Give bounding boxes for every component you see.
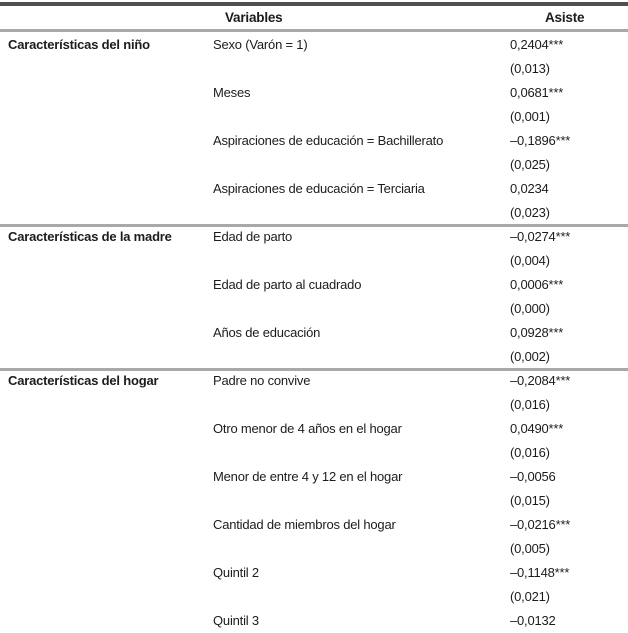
coefficient-value: 0,0490*** xyxy=(510,420,564,436)
table-row xyxy=(0,32,628,56)
table-row xyxy=(0,440,628,464)
standard-error: (0,004) xyxy=(510,252,550,268)
group-label: Características de la madre xyxy=(8,228,172,244)
table-row xyxy=(0,512,628,536)
standard-error: (0,025) xyxy=(510,156,550,172)
column-header-asiste: Asiste xyxy=(545,10,585,25)
coefficient-value: 0,0681*** xyxy=(510,84,564,100)
coefficient-value: 0,2404*** xyxy=(510,36,564,52)
coefficient-value: –0,2084*** xyxy=(510,372,571,388)
standard-error: (0,005) xyxy=(510,540,550,556)
table-row xyxy=(0,56,628,80)
table-row xyxy=(0,128,628,152)
coefficient-value: –0,0216*** xyxy=(510,516,571,532)
table-row xyxy=(0,488,628,512)
variable-name: Quintil 3 xyxy=(213,612,259,628)
variable-name: Sexo (Varón = 1) xyxy=(213,36,308,52)
table-header-row xyxy=(0,6,628,29)
variable-name: Quintil 2 xyxy=(213,564,259,580)
table-row xyxy=(0,344,628,368)
section-divider xyxy=(0,368,628,371)
table-row xyxy=(0,80,628,104)
table-section xyxy=(0,368,628,632)
variable-name: Aspiraciones de educación = Bachillerato xyxy=(213,132,444,148)
table-row xyxy=(0,584,628,608)
table-row xyxy=(0,464,628,488)
variable-name: Menor de entre 4 y 12 en el hogar xyxy=(213,468,403,484)
variable-name: Años de educación xyxy=(213,324,321,340)
section-divider xyxy=(0,224,628,227)
table-row xyxy=(0,224,628,248)
table-row xyxy=(0,320,628,344)
standard-error: (0,015) xyxy=(510,492,550,508)
group-label: Características del hogar xyxy=(8,372,159,388)
coefficient-value: 0,0928*** xyxy=(510,324,564,340)
table-row xyxy=(0,608,628,632)
table-row xyxy=(0,200,628,224)
group-label: Características del niño xyxy=(8,36,150,52)
table-row xyxy=(0,296,628,320)
variable-name: Padre no convive xyxy=(213,372,311,388)
coefficient-value: 0,0234 xyxy=(510,180,549,196)
variable-name: Aspiraciones de educación = Terciaria xyxy=(213,180,425,196)
table-body xyxy=(0,32,628,632)
table-row xyxy=(0,368,628,392)
table-row xyxy=(0,176,628,200)
variable-name: Cantidad de miembros del hogar xyxy=(213,516,396,532)
standard-error: (0,000) xyxy=(510,300,550,316)
coefficient-value: –0,1896*** xyxy=(510,132,571,148)
table-row xyxy=(0,560,628,584)
table-row xyxy=(0,104,628,128)
coefficient-value: –0,0274*** xyxy=(510,228,571,244)
variable-name: Edad de parto al cuadrado xyxy=(213,276,362,292)
table-row xyxy=(0,272,628,296)
variable-name: Meses xyxy=(213,84,251,100)
standard-error: (0,023) xyxy=(510,204,550,220)
coefficient-value: –0,0132 xyxy=(510,612,556,628)
standard-error: (0,002) xyxy=(510,348,550,364)
coefficient-value: –0,0056 xyxy=(510,468,556,484)
standard-error: (0,016) xyxy=(510,444,550,460)
table-section xyxy=(0,32,628,224)
table-row xyxy=(0,536,628,560)
standard-error: (0,013) xyxy=(510,60,550,76)
table-row xyxy=(0,416,628,440)
variable-name: Otro menor de 4 años en el hogar xyxy=(213,420,402,436)
standard-error: (0,016) xyxy=(510,396,550,412)
variable-name: Edad de parto xyxy=(213,228,293,244)
coefficient-value: –0,1148*** xyxy=(510,564,570,580)
standard-error: (0,001) xyxy=(510,108,550,124)
table-row xyxy=(0,248,628,272)
table-section xyxy=(0,224,628,368)
column-header-variables: Variables xyxy=(225,10,283,25)
table-row xyxy=(0,392,628,416)
standard-error: (0,021) xyxy=(510,588,550,604)
coefficient-value: 0,0006*** xyxy=(510,276,564,292)
table-row xyxy=(0,152,628,176)
